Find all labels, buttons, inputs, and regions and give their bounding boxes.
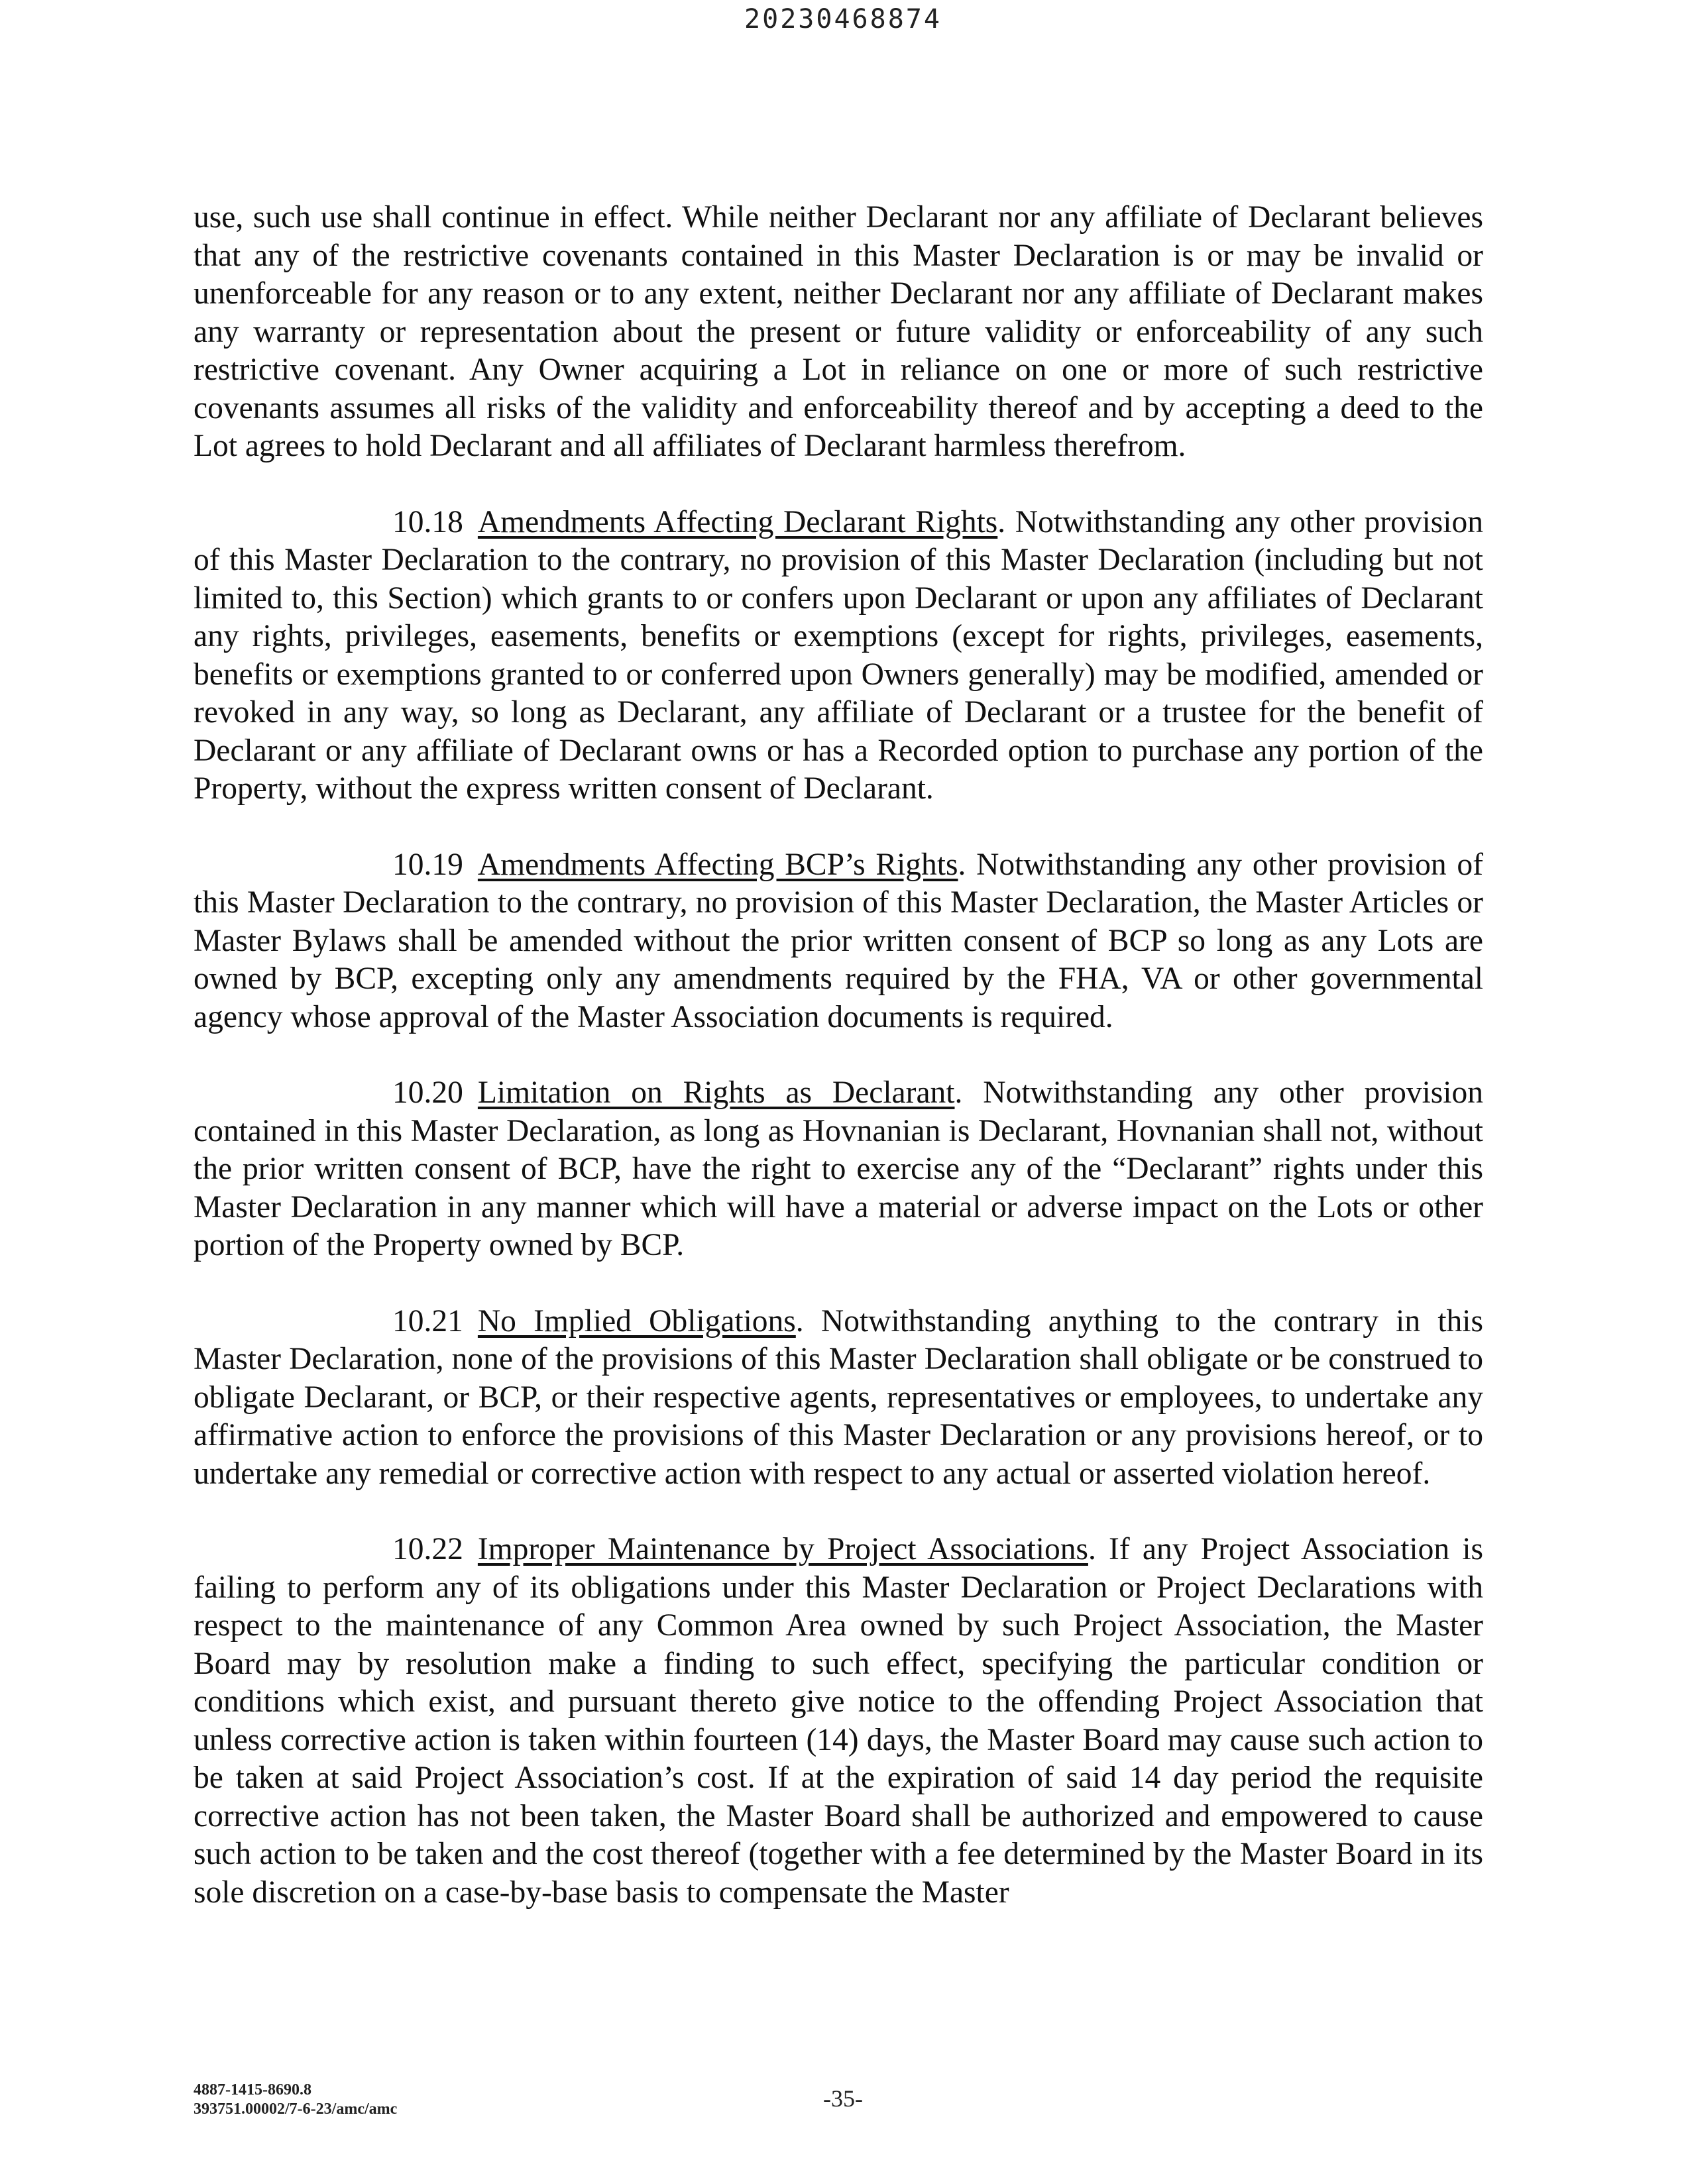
section-text: . Notwithstanding any other provision of this Master Declaration to the contrary, no provision of this Master Declaration (including but not limited to, this Section) which grants to or confers upon Declarant or upon any affiliates of Declarant any rights, privileges, easements, benefits or exemptions (except for rights, privileges, easements, benefits or exemptions granted to or conferred upon Owners generally) may be modified, amended or revoked in any way, so long as Declarant, any affiliate of Declarant or a trustee for the benefit of Declarant or any affiliate of Declarant owns or has a Recorded option to purchase any portion of the Property, without the express written consent of Declarant. [194, 504, 1483, 806]
section-title: No Implied Obligations [477, 1303, 796, 1338]
section-text: . Notwithstanding any other provision of this Master Declaration to the contrary, no provision of this Master Declaration, the Master Articles or Master Bylaws shall be amended without the prior written consent of BCP so long as any Lots are owned by BCP, excepting only any amendments required by the FHA, VA or other governmental agency whose approval of the Master Association documents is required. [194, 847, 1483, 1034]
continued-paragraph: use, such use shall continue in effect. While neither Declarant nor any affiliate of Declarant believes that any of the restrictive covenants contained in this Master Declaration is or may be invalid or unenforceable for any reason or to any extent, neither Declarant nor any affiliate of Declarant makes any warranty or representation about the present or future validity or enforceability of any such restrictive covenant. Any Owner acquiring a Lot in reliance on one or more of such restrictive covenants assumes all risks of the validity and enforceability thereof and by accepting a deed to the Lot agrees to hold Declarant and all affiliates of Declarant harmless therefrom. [194, 200, 1483, 463]
section-10-19 [194, 846, 1483, 1037]
section-text: . If any Project Association is failing to perform any of its obligations under this Master Declaration or Project Declarations with respect to the maintenance of any Common Area owned by such Project Association, the Master Board may by resolution make a finding to such effect, specifying the particular condition or conditions which exist, and pursuant thereto give notice to the offending Project Association that unless corrective action is taken within fourteen (14) days, the Master Board may cause such action to be taken at said Project Association’s cost. If at the expiration of said 14 day period the requisite corrective action has not been taken, the Master Board shall be authorized and empowered to cause such action to be taken and the cost thereof (together with a fee determined by the Master Board in its sole discretion on a case-by-base basis to compensate the Master [194, 1532, 1484, 1910]
section-10-22 [194, 1531, 1483, 1912]
section-title: Amendments Affecting BCP’s Rights [477, 847, 958, 882]
section-10-20 [194, 1074, 1483, 1265]
page-number: -35- [823, 2085, 863, 2112]
section-text: . Notwithstanding any other provision contained in this Master Declaration, as long as Hovnanian is Declarant, Hovnanian shall not, without the prior written consent of BCP, have the right to exercise any of the “Declarant” rights under this Master Declaration in any manner which will have a material or adverse impact on the Lots or other portion of the Property owned by BCP. [194, 1075, 1483, 1262]
section-number: 10.18 [392, 504, 463, 539]
section-number: 10.21 [392, 1303, 463, 1338]
document-body [194, 199, 1483, 1912]
section-title: Amendments Affecting Declarant Rights [477, 504, 998, 539]
section-10-21 [194, 1303, 1483, 1494]
doc-id-line-1: 4887-1415-8690.8 [194, 2081, 311, 2099]
section-10-18 [194, 504, 1483, 808]
section-title: Improper Maintenance by Project Associations [477, 1532, 1088, 1566]
doc-id-line-2: 393751.00002/7-6-23/amc/amc [194, 2101, 398, 2118]
recording-number: 20230468874 [744, 4, 942, 34]
section-title: Limitation on Rights as Declarant [477, 1075, 955, 1110]
section-text: . Notwithstanding anything to the contrary in this Master Declaration, none of the provisions of this Master Declaration shall obligate or be construed to obligate Declarant, or BCP, or their respective agents, representatives or employees, to undertake any affirmative action to enforce the provisions of this Master Declaration or any provisions hereof, or to undertake any remedial or corrective action with respect to any actual or asserted violation hereof. [194, 1303, 1483, 1491]
section-number: 10.19 [392, 847, 463, 882]
section-number: 10.20 [392, 1075, 463, 1110]
section-number: 10.22 [392, 1532, 463, 1566]
